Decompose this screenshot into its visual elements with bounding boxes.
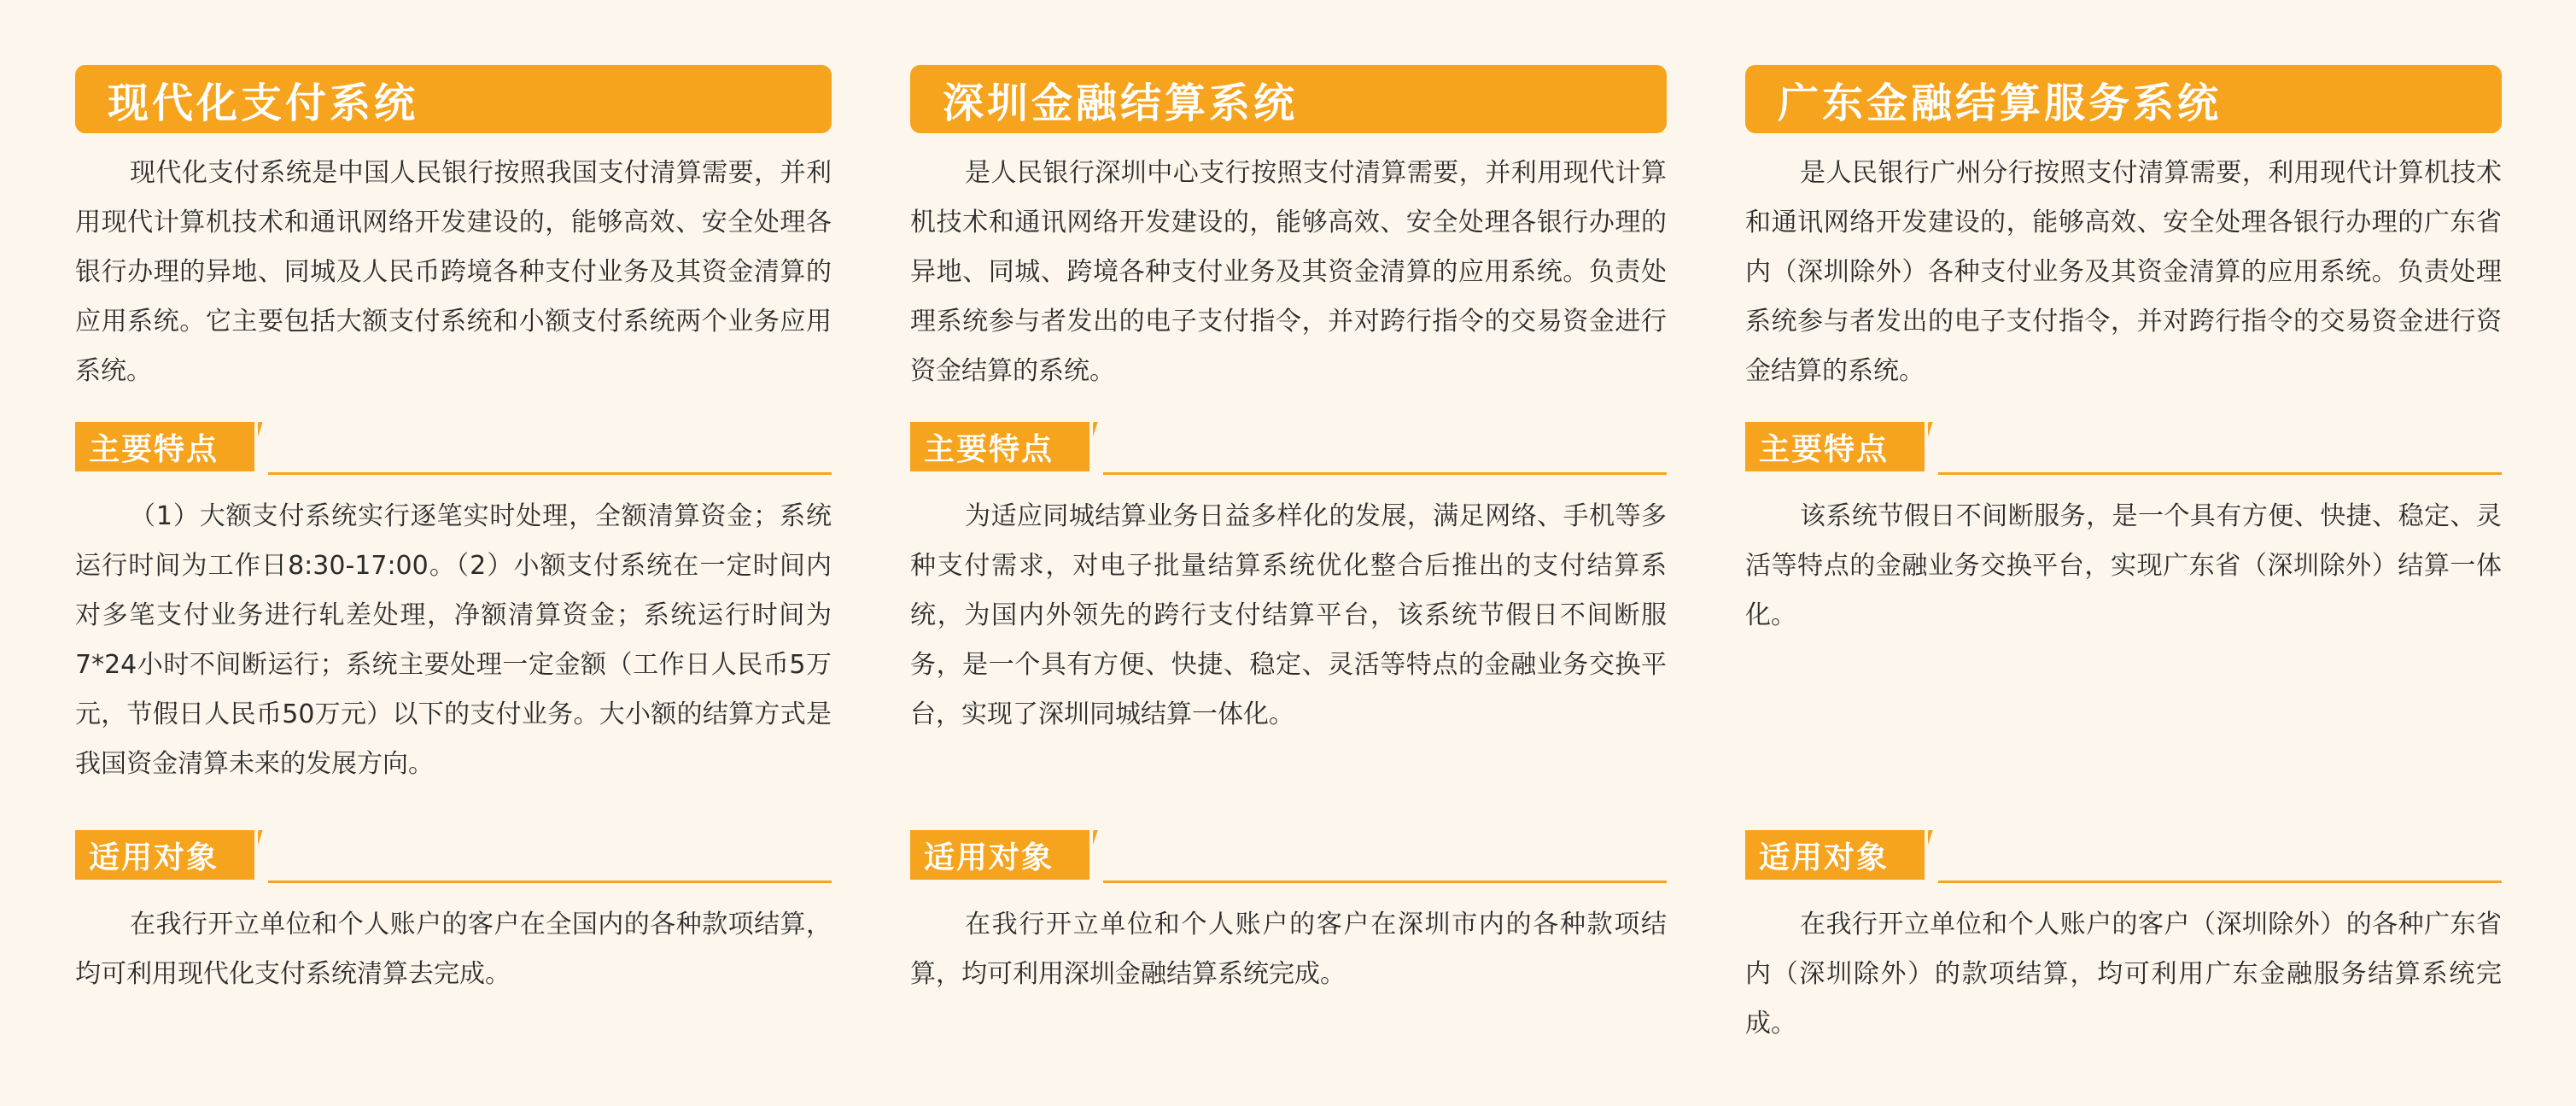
features-block bbox=[910, 492, 1667, 805]
section-divider-line bbox=[1938, 472, 2502, 475]
intro-paragraph: 现代化支付系统是中国人民银行按照我国支付清算需要，并利用现代计算机技术和通讯网络开发建设的，能够高效、安全处理各银行办理的异地、同城及人民币跨境各种支付业务及其资金清算的应用系统。它主要包括大额支付系统和小额支付系统两个业务应用系统。 bbox=[75, 158, 832, 386]
section-tab bbox=[75, 422, 254, 471]
intro-paragraph: 是人民银行广州分行按照支付清算需要，利用现代计算机技术和通讯网络开发建设的，能够高效、安全处理各银行办理的广东省内（深圳除外）各种支付业务及其资金清算的应用系统。负责处理系统参与者发出的电子支付指令，并对跨行指令的交易资金进行资金结算的系统。 bbox=[1745, 158, 2502, 386]
section-tab bbox=[1745, 422, 1925, 471]
section-label: 主要特点 bbox=[1759, 431, 1890, 467]
section-label: 主要特点 bbox=[924, 431, 1054, 467]
section-tab bbox=[910, 422, 1089, 471]
target-paragraph: 在我行开立单位和个人账户的客户在深圳市内的各种款项结算，均可利用深圳金融结算系统完成。 bbox=[910, 910, 1667, 989]
section-label: 主要特点 bbox=[89, 431, 219, 467]
features-block bbox=[1745, 492, 2502, 805]
target-heading bbox=[75, 830, 832, 883]
features-heading bbox=[75, 422, 832, 475]
column-title: 现代化支付系统 bbox=[108, 79, 419, 127]
section-label: 适用对象 bbox=[89, 840, 219, 875]
column-modern-payment-system bbox=[75, 65, 832, 999]
target-heading bbox=[910, 830, 1667, 883]
features-heading bbox=[1745, 422, 2502, 475]
features-paragraph: （1）大额支付系统实行逐笔实时处理，全额清算资金；系统运行时间为工作日8:30-17:00。（2）小额支付系统在一定时间内对多笔支付业务进行轧差处理，净额清算资金；系统运行时间为7*24小时不间断运行；系统主要处理一定金额（工作日人民币5万元，节假日人民币50万元）以下的支付业务。大小额的结算方式是我国资金清算未来的发展方向。 bbox=[75, 501, 832, 779]
column-title: 深圳金融结算系统 bbox=[943, 79, 1299, 127]
section-divider-line bbox=[268, 472, 832, 475]
section-stripe-decoration bbox=[258, 422, 275, 475]
column-shenzhen-settlement-system bbox=[910, 65, 1667, 999]
section-stripe-decoration bbox=[258, 830, 275, 883]
section-tab bbox=[910, 830, 1089, 880]
column-guangdong-settlement-service-system bbox=[1745, 65, 2502, 1049]
section-tab bbox=[75, 830, 254, 880]
section-stripe-decoration bbox=[1928, 830, 1945, 883]
section-label: 适用对象 bbox=[924, 840, 1054, 875]
section-divider-line bbox=[1103, 881, 1667, 883]
features-paragraph: 该系统节假日不间断服务，是一个具有方便、快捷、稳定、灵活等特点的金融业务交换平台，实现广东省（深圳除外）结算一体化。 bbox=[1745, 501, 2502, 630]
features-paragraph: 为适应同城结算业务日益多样化的发展，满足网络、手机等多种支付需求，对电子批量结算系统优化整合后推出的支付结算系统，为国内外领先的跨行支付结算平台，该系统节假日不间断服务，是一个具有方便、快捷、稳定、灵活等特点的金融业务交换平台，实现了深圳同城结算一体化。 bbox=[910, 501, 1667, 729]
section-label: 适用对象 bbox=[1759, 840, 1890, 875]
target-paragraph: 在我行开立单位和个人账户的客户（深圳除外）的各种广东省内（深圳除外）的款项结算，均可利用广东金融服务结算系统完成。 bbox=[1745, 910, 2502, 1039]
section-divider-line bbox=[1938, 881, 2502, 883]
section-stripe-decoration bbox=[1093, 422, 1110, 475]
section-divider-line bbox=[268, 881, 832, 883]
section-stripe-decoration bbox=[1928, 422, 1945, 475]
column-title-bar bbox=[910, 65, 1667, 133]
section-divider-line bbox=[1103, 472, 1667, 475]
column-title: 广东金融结算服务系统 bbox=[1778, 79, 2223, 127]
target-heading bbox=[1745, 830, 2502, 883]
features-block bbox=[75, 492, 832, 805]
section-tab bbox=[1745, 830, 1925, 880]
column-title-bar bbox=[75, 65, 832, 133]
column-title-bar bbox=[1745, 65, 2502, 133]
target-paragraph: 在我行开立单位和个人账户的客户在全国内的各种款项结算，均可利用现代化支付系统清算去完成。 bbox=[75, 910, 832, 989]
features-heading bbox=[910, 422, 1667, 475]
intro-paragraph: 是人民银行深圳中心支行按照支付清算需要，并利用现代计算机技术和通讯网络开发建设的，能够高效、安全处理各银行办理的异地、同城、跨境各种支付业务及其资金清算的应用系统。负责处理系统参与者发出的电子支付指令，并对跨行指令的交易资金进行资金结算的系统。 bbox=[910, 158, 1667, 386]
section-stripe-decoration bbox=[1093, 830, 1110, 883]
